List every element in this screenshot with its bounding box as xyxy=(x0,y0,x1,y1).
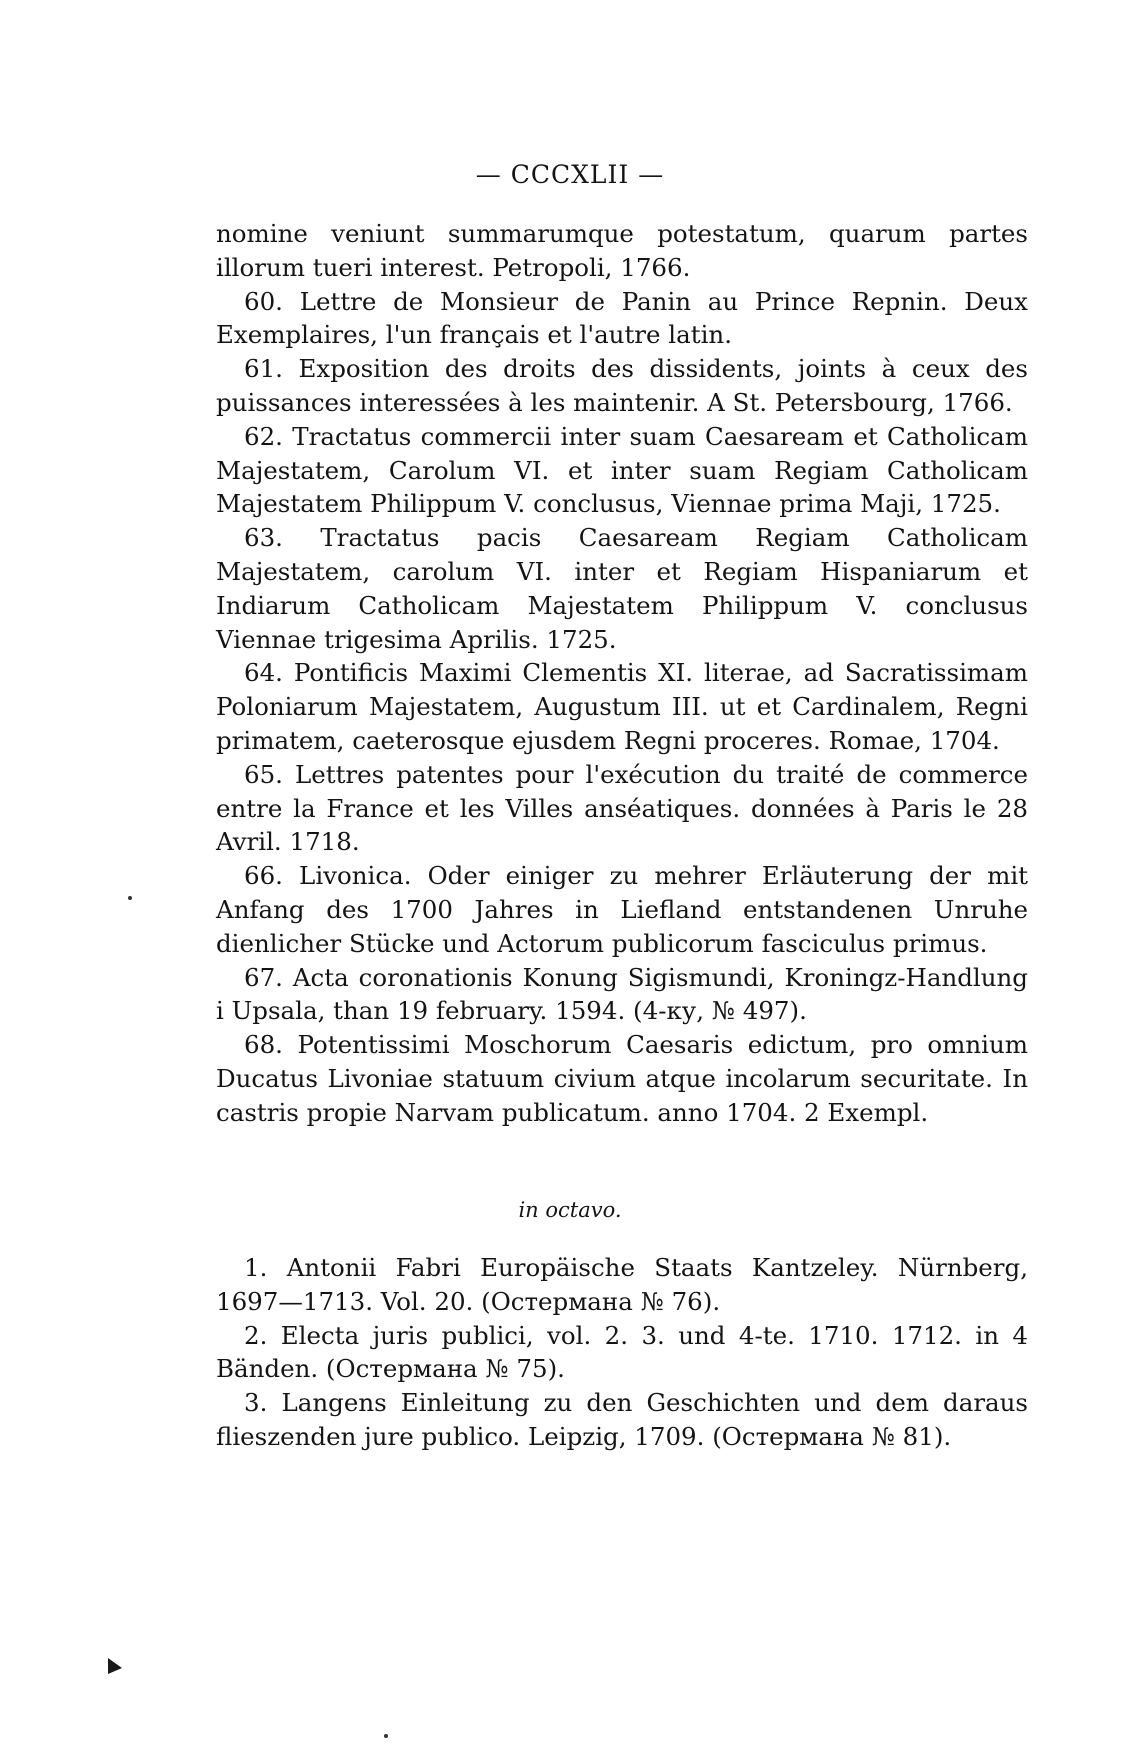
octavo-entries xyxy=(216,1251,1028,1454)
section-heading: in octavo. xyxy=(518,1198,622,1222)
catalog-entry: 64. Pontificis Maximi Clementis XI. literae, ad Sacratissimam Poloniarum Majestatem, Augustum III. ut et Cardinalem, Regni primatem, caeterosque ejusdem Regni proceres. Romae, 1704. xyxy=(216,658,1028,755)
continuation-paragraph: nomine veniunt summarumque potestatum, quarum partes illorum tueri interest. Petropoli, 1766. xyxy=(216,219,1028,282)
margin-arrow-mark xyxy=(108,1658,122,1674)
catalog-entry: 60. Lettre de Monsieur de Panin au Prince Repnin. Deux Exemplaires, l'un français et l'autre latin. xyxy=(216,286,1028,350)
book-entry: 3. Langens Einleitung zu den Geschichten und dem daraus flieszenden jure publico. Leipzig, 1709. (Остермана № 81). xyxy=(216,1388,1028,1451)
book-entry: 1. Antonii Fabri Europäische Staats Kantzeley. Nürnberg, 1697—1713. Vol. 20. (Остермана № 76). xyxy=(216,1253,1028,1316)
book-entry: 2. Electa juris publici, vol. 2. 3. und 4-te. 1710. 1712. in 4 Bänden. (Остермана № 75). xyxy=(216,1320,1028,1384)
page-number: — CCCXLII — xyxy=(475,160,665,189)
margin-dot-mark xyxy=(128,896,132,900)
catalog-entry: 62. Tractatus commercii inter suam Caesaream et Catholicam Majestatem, Carolum VI. et inter suam Regiam Catholicam Majestatem Philippum V. conclusus, Viennae prima Maji, 1725. xyxy=(216,421,1028,519)
catalog-entry: 67. Acta coronationis Konung Sigismundi, Kroningz-Handlung i Upsala, than 19 february. 1594. (4-ку, № 497). xyxy=(216,962,1028,1026)
catalog-entries xyxy=(216,217,1028,1130)
catalog-entry: 61. Exposition des droits des dissidents, joints à ceux des puissances interessées à les maintenir. A St. Petersbourg, 1766. xyxy=(216,354,1028,417)
catalog-entry: 66. Livonica. Oder einiger zu mehrer Erläuterung der mit Anfang des 1700 Jahres in Liefland entstandenen Unruhe dienlicher Stücke und Actorum publicorum fasciculus primus. xyxy=(216,861,1028,958)
bottom-dot-mark xyxy=(384,1734,388,1738)
catalog-entry: 63. Tractatus pacis Caesaream Regiam Catholicam Majestatem, carolum VI. inter et Regiam Hispaniarum et Indiarum Catholicam Majestatem Philippum V. conclusus Viennae trigesima Aprilis. 1725. xyxy=(216,523,1028,654)
catalog-entry: 68. Potentissimi Moschorum Caesaris edictum, pro omnium Ducatus Livoniae statuum civium atque incolarum securitate. In castris propie Narvam publicatum. anno 1704. 2 Exempl. xyxy=(216,1030,1028,1127)
catalog-entry: 65. Lettres patentes pour l'exécution du traité de commerce entre la France et les Villes anséatiques. données à Paris le 28 Avril. 1718. xyxy=(216,759,1028,857)
